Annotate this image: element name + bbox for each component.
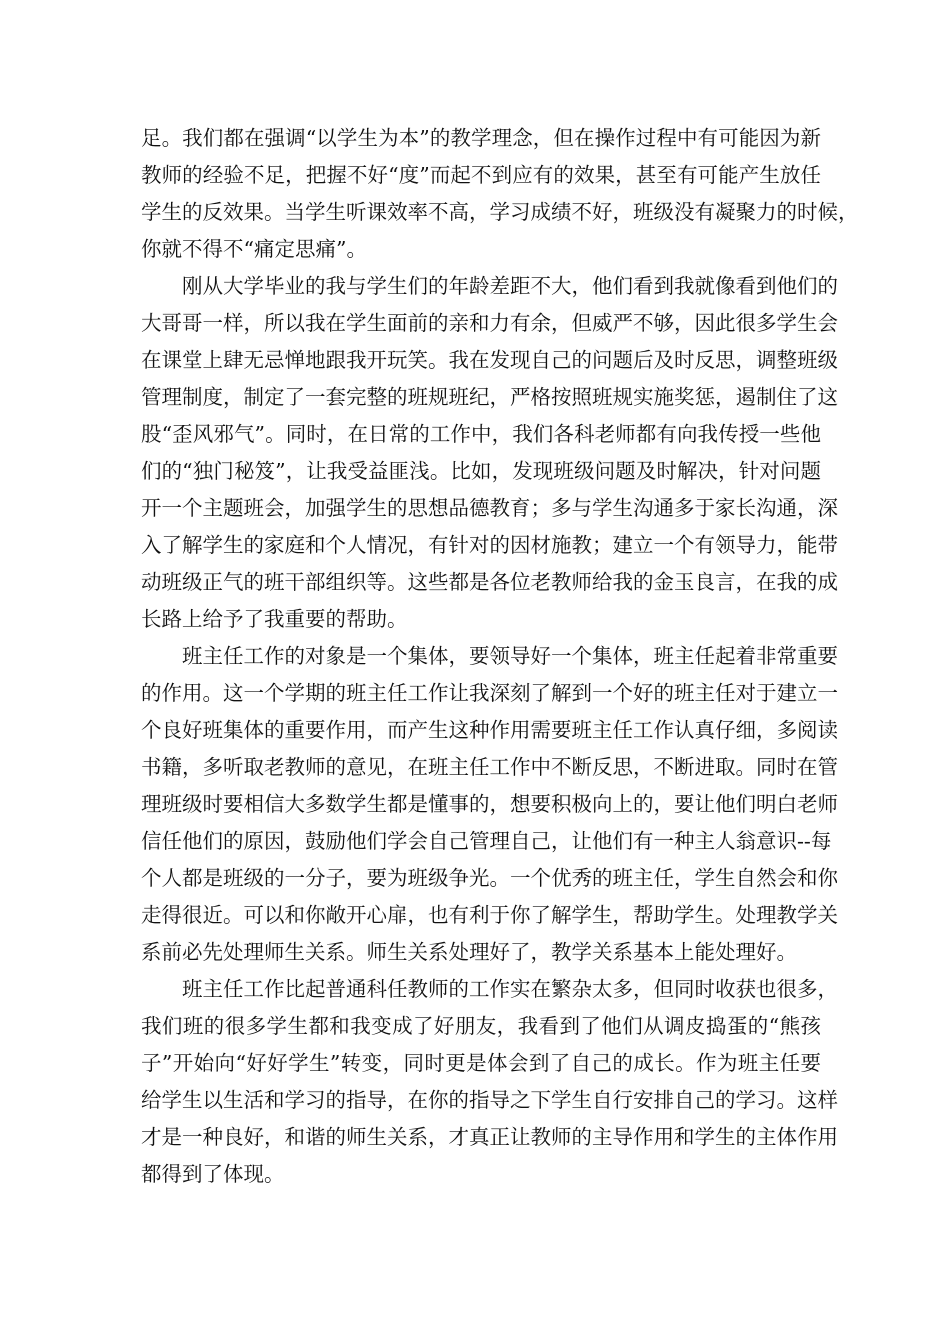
document-body	[141, 120, 859, 1193]
text-line: 动班级正气的班干部组织等。这些都是各位老教师给我的金玉良言，在我的成	[141, 570, 838, 594]
text-line: 股“歪风邪气”。同时，在日常的工作中，我们各科老师都有向我传授一些他	[141, 422, 821, 446]
text-line: 书籍，多听取老教师的意见，在班主任工作中不断反思，不断进取。同时在管	[141, 755, 838, 779]
text-line: 开一个主题班会，加强学生的思想品德教育；多与学生沟通多于家长沟通，深	[141, 496, 838, 520]
text-line: 个良好班集体的重要作用，而产生这种作用需要班主任工作认真仔细，多阅读	[141, 718, 838, 742]
text-line: 给学生以生活和学习的指导，在你的指导之下学生自行安排自己的学习。这样	[141, 1088, 838, 1112]
text-line: 信任他们的原因，鼓励他们学会自己管理自己，让他们有一种主人翁意识--每	[141, 829, 832, 853]
paragraph-3	[141, 638, 838, 971]
text-line: 系前必先处理师生关系。师生关系处理好了，教学关系基本上能处理好。	[141, 940, 797, 964]
text-line: 在课堂上肆无忌惮地跟我开玩笑。我在发现自己的问题后及时反思，调整班级	[141, 348, 838, 372]
text-line: 班主任工作比起普通科任教师的工作实在繁杂太多，但同时收获也很多，	[182, 977, 838, 1001]
paragraph-2	[141, 268, 838, 638]
text-line: 管理制度，制定了一套完整的班规班纪，严格按照班规实施奖惩，遏制住了这	[141, 385, 838, 409]
text-line: 的作用。这一个学期的班主任工作让我深刻了解到一个好的班主任对于建立一	[141, 681, 838, 705]
text-line: 们的“独门秘笈”，让我受益匪浅。比如，发现班级问题及时解决，针对问题	[141, 459, 821, 483]
text-line: 长路上给予了我重要的帮助。	[141, 607, 408, 631]
text-line: 走得很近。可以和你敞开心扉，也有利于你了解学生，帮助学生。处理教学关	[141, 903, 838, 927]
text-line: 子”开始向“好好学生”转变，同时更是体会到了自己的成长。作为班主任要	[141, 1051, 821, 1075]
text-line: 理班级时要相信大多数学生都是懂事的，想要积极向上的，要让他们明白老师	[141, 792, 838, 816]
text-line: 我们班的很多学生都和我变成了好朋友，我看到了他们从调皮捣蛋的“熊孩	[141, 1014, 821, 1038]
paragraph-4	[141, 971, 838, 1193]
text-line: 刚从大学毕业的我与学生们的年龄差距不大，他们看到我就像看到他们的	[182, 274, 838, 298]
text-line: 才是一种良好，和谐的师生关系，才真正让教师的主导作用和学生的主体作用	[141, 1125, 838, 1149]
text-line: 你就不得不“痛定思痛”。	[141, 237, 367, 261]
text-line: 大哥哥一样，所以我在学生面前的亲和力有余，但威严不够，因此很多学生会	[141, 311, 838, 335]
paragraph-1	[141, 120, 859, 268]
text-line: 个人都是班级的一分子，要为班级争光。一个优秀的班主任，学生自然会和你	[141, 866, 838, 890]
text-line: 都得到了体现。	[141, 1162, 285, 1186]
text-line: 班主任工作的对象是一个集体，要领导好一个集体，班主任起着非常重要	[182, 644, 838, 668]
text-line: 入了解学生的家庭和个人情况，有针对的因材施教；建立一个有领导力，能带	[141, 533, 838, 557]
text-line: 学生的反效果。当学生听课效率不高，学习成绩不好，班级没有凝聚力的时候，	[141, 200, 859, 224]
text-line: 足。我们都在强调“以学生为本”的教学理念，但在操作过程中有可能因为新	[141, 126, 821, 150]
text-line: 教师的经验不足，把握不好“度”而起不到应有的效果，甚至有可能产生放任	[141, 163, 821, 187]
